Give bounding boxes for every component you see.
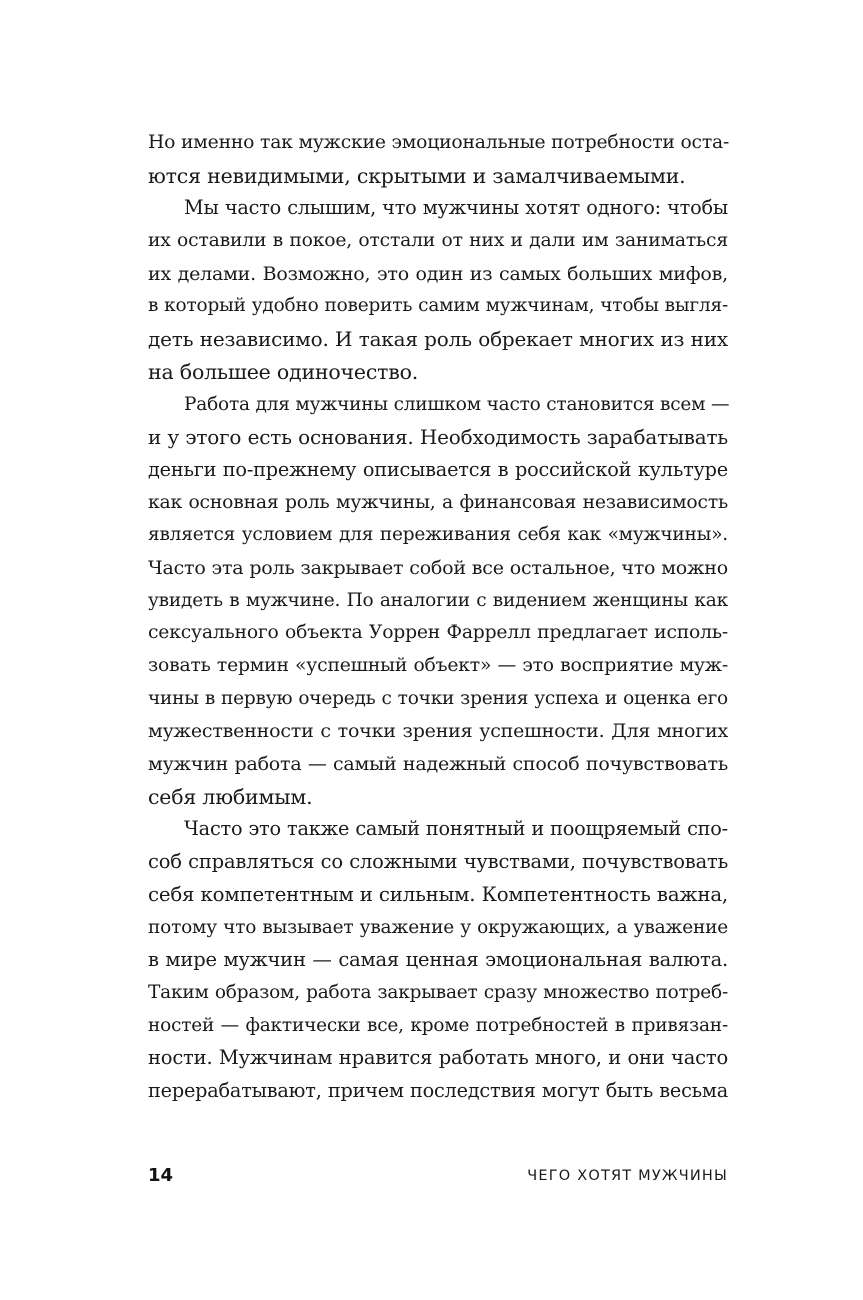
text-line: себя любимым. bbox=[148, 784, 313, 809]
text-line: их делами. Возможно, это один из самых больших мифов, bbox=[148, 262, 728, 285]
text-line: увидеть в мужчине. По аналогии с видением женщины как bbox=[148, 589, 728, 611]
text-line: Мы часто слышим, что мужчины хотят одного: чтобы bbox=[184, 196, 728, 220]
text-line: деньги по-прежнему описывается в российской культуре bbox=[148, 457, 728, 481]
text-line: Работа для мужчины слишком часто становится всем — bbox=[184, 393, 730, 415]
page-footer bbox=[148, 1163, 728, 1189]
text-line: ности. Мужчинам нравится работать много, и они часто bbox=[148, 1046, 728, 1070]
text-line: чины в первую очередь с точки зрения успеха и оценка его bbox=[148, 687, 728, 709]
text-line: является условием для переживания себя как «мужчины». bbox=[148, 524, 728, 546]
text-line: ностей — фактически все, кроме потребностей в привязан- bbox=[148, 1014, 728, 1036]
text-line: как основная роль мужчины, а финансовая независимость bbox=[148, 491, 728, 513]
running-head: ЧЕГО ХОТЯТ МУЖЧИНЫ bbox=[527, 1168, 728, 1184]
text-line: перерабатывают, причем последствия могут быть весьма bbox=[148, 1078, 728, 1102]
text-line: ются невидимыми, скрытыми и замалчиваемыми. bbox=[148, 163, 686, 188]
text-line: деть независимо. И такая роль обрекает многих из них bbox=[148, 327, 728, 352]
text-line: на большее одиночество. bbox=[148, 359, 419, 384]
text-line: Но именно так мужские эмоциональные потребности оста- bbox=[148, 132, 730, 153]
text-line: сексуального объекта Уоррен Фаррелл предлагает исполь- bbox=[148, 622, 728, 644]
text-line: в мире мужчин — самая ценная эмоциональная валюта. bbox=[148, 948, 728, 972]
text-line: в который удобно поверить самим мужчинам, чтобы выгля- bbox=[148, 295, 728, 317]
text-line: потому что вызывает уважение у окружающих, а уважение bbox=[148, 916, 728, 938]
text-line: Таким образом, работа закрывает сразу множество потреб- bbox=[148, 981, 728, 1003]
text-line: их оставили в покое, отстали от них и дали им заниматься bbox=[148, 230, 728, 252]
text-line: мужчин работа — самый надежный способ почувствовать bbox=[148, 753, 728, 776]
text-line: соб справляться со сложными чувствами, почувствовать bbox=[148, 850, 728, 874]
text-line: и у этого есть основания. Необходимость зарабатывать bbox=[148, 425, 728, 450]
text-line: мужественности с точки зрения успешности. Для многих bbox=[148, 720, 728, 743]
text-line: себя компетентным и сильным. Компетентность важна, bbox=[148, 882, 728, 906]
page-number: 14 bbox=[148, 1165, 174, 1186]
body-text bbox=[148, 127, 728, 1108]
text-line: зовать термин «успешный объект» — это восприятие муж- bbox=[148, 655, 728, 676]
text-line: Часто эта роль закрывает собой все остальное, что можно bbox=[148, 556, 728, 579]
text-line: Часто это также самый понятный и поощряемый спо- bbox=[184, 817, 728, 841]
